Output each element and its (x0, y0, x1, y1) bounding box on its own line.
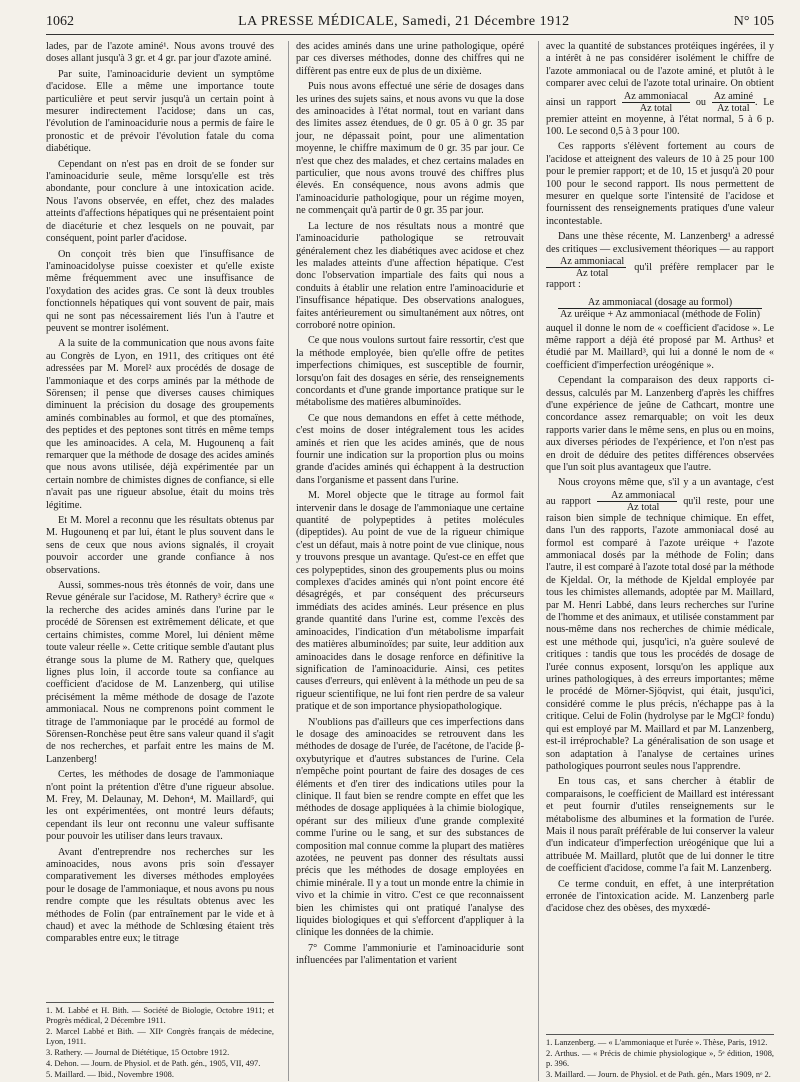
fraction-denominator: Az total (717, 102, 750, 114)
formula-line (546, 297, 774, 320)
fraction-numerator: Az aminé (713, 90, 754, 102)
paragraph: Certes, les méthodes de dosage de l'ammoniaque n'ont point la prétention d'être d'une rigueur absolue. M. Frey, M. Delaunay, M. Dehon⁴, M. Maillard⁵, qui les ont expérimentées, ont montré leurs défauts; cependant ils leur ont reconnu une valeur suffisante pour pouvoir les utiliser dans leurs travaux. (46, 769, 274, 843)
paragraph (546, 41, 774, 138)
text-run: avec la quantité de substances protéiques ingérées, il y a intérêt à ne pas considérer isolément le chiffre de l'azote ammoniacal ou de l'azote aminé, et plutôt à le comparer avec celui de l'azote total urinaire. On obtient ainsi un rapport (546, 41, 774, 108)
text-run: . Le premier atteint en moyenne, à l'état normal, 5 à 6 p. 100. Le second 0,5 à 3 pour 100. (546, 96, 774, 138)
columns (46, 41, 774, 1081)
page-number: 1062 (46, 14, 74, 29)
paragraph (546, 477, 774, 773)
paragraph: En tous cas, et sans chercher à établir de comparaisons, le coefficient de Maillard est intéressant et peut fournir d'utiles renseignements sur le métabolisme des albumines et la formation de l'urée. Mais il nous paraît préférable de lui conserver la valeur d'un indicateur d'imperfection uréogénique que lui a attribuée M. Maillard, plutôt que de lui donner le titre de coefficient d'acidose, comme l'a fait M. Lanzenberg. (546, 776, 774, 875)
footnotes (46, 1002, 274, 1081)
text-run: qu'il préfère remplacer par le rapport : (546, 261, 774, 291)
paragraph: Par suite, l'aminoacidurie devient un symptôme d'acidose. Elle a même une importance toute particulière et peut servir jusqu'à un certain point à mesurer indirectement l'acidose; dans un cas, l'évolution de l'aminoacidurie nous a permis de faire le pronostic et de prévoir l'évolution fatale du coma diabétique. (46, 68, 274, 155)
column-2 (288, 41, 524, 1081)
column-3 (538, 41, 774, 1081)
footnote: 3. Rathery. — Journal de Diététique, 15 Octobre 1912. (46, 1048, 230, 1057)
text-run: Nous croyons même que, s'il y a un avantage, c'est au rapport (546, 477, 774, 507)
issue-number: N° 105 (733, 14, 774, 29)
footnote: 1. M. Labbé et H. Bith. — Société de Biologie, Octobre 1911; et Progrès médical, 2 Décembre 1911. (46, 1006, 274, 1025)
paragraph: lades, par de l'azote aminé¹. Nous avons trouvé des doses allant jusqu'à 3 gr. et 4 gr. par jour d'azote aminé. (46, 41, 274, 65)
fraction-numerator: Az ammoniacal (623, 90, 689, 102)
paragraph: La lecture de nos résultats nous a montré que l'aminoacidurie pathologique se retrouvait généralement chez les diabétiques avec acidose et chez les malades atteints d'une affection hépatique. C'est donc l'observation impartiale des faits qui nous a conduits à établir une relation entre l'aminoacidurie et l'insuffisance hépatique. Des observations analogues, faites antérieurement ou simultanément aux nôtres, ont corroboré notre opinion. (296, 220, 524, 331)
paragraph: M. Morel objecte que le titrage au formol fait intervenir dans le dosage de l'ammoniaque une certaine quantité de polypeptides à petites molécules (dipeptides). Au point de vue de la rigueur chimique c'est un défaut, mais à notre point de vue clinique, nous y trouvons presque un avantage. Qu'est-ce en effet que ces polypeptides, sinon des groupements plus ou moins complexes d'acides aminés qui n'ont point encore été désagrégés, et par conséquent des précurseurs immédiats des acides aminés. Leur présence en plus grande quantité dans l'urine est, comme l'excès des aminoacides, l'indication d'un métabolisme imparfait des matières albuminoïdes; par suite, leur addition aux aminoacides dans le dosage renforce en définitive la signification de l'aminoacidurie. Ainsi, ces petites causes d'erreurs, qui enlèvent à la méthode un peu de sa rigueur scientifique, ne lui font rien perdre de sa valeur pratique et de son importance physiopathologique. (296, 490, 524, 713)
fraction-numerator: Az ammoniacal (597, 490, 677, 502)
text-run: ou (695, 96, 706, 108)
coefficient-formula (558, 297, 762, 320)
paragraph: Ces rapports s'élèvent fortement au cours de l'acidose et atteignent des valeurs de 10 à 25 pour 100 pour le premier rapport; et de 10, 15 et jusqu'à 20 pour 100 pour le second rapport. Ils nous permettent de mesurer en quelque sorte l'intensité de l'acidose et fournissent des renseignements pratiques d'une valeur incontestable. (546, 141, 774, 227)
ratio-ammoniacal (622, 91, 690, 114)
fraction-denominator: Az uréique + Az ammoniacal (méthode de Folin) (559, 308, 761, 320)
footnote: 5. Maillard. — Ibid., Novembre 1908. (46, 1070, 174, 1079)
fraction-denominator: Az total (626, 501, 660, 513)
footnote: 1. Lanzenberg. — « L'ammoniaque et l'urée ». Thèse, Paris, 1912. (546, 1038, 768, 1047)
paragraph: Aussi, sommes-nous très étonnés de voir, dans une Revue générale sur l'acidose, M. Rathery³ écrire que « la recherche des acides aminés dans l'urine par le procédé de Sörensen est extrêmement délicate, et que certains chimistes, comme Morel, lui dénient même toute valeur réelle ». Cette critique semble d'autant plus étrange sous la plume de M. Rathery que, quelques lignes plus loin, il accorde toute sa confiance au coefficient d'acidose de M. Lanzenberg, qui utilise précisément la même méthode de dosage de l'azote ammoniacal. Nous ne comprenons point comment le titrage de l'ammoniaque par le procédé au formol de Sörensen-Ronchèse peut être sans valeur quand il s'agit de nos recherches, et parfait entre les mains de M. Lanzenberg! (46, 580, 274, 765)
ratio-ammoniacal (546, 256, 626, 279)
paragraph: Puis nous avons effectué une série de dosages dans les urines des sujets sains, et nous avons vu que la dose des aminoacides à l'état normal, tout en variant dans des limites assez étendues, de 0 gr. 05 à 0 gr. 35 par jour, ne dépassait point, pour une alimentation moyenne, le chiffre maximum de 0 gr. 35 par jour. Ce n'est que chez des malades, et chez certains malades en particulier, que nous avons trouvé des chiffres plus élevés. En conséquence, nous avons admis que l'aminoacidurie pathologique, pour un régime moyen, ne commençait qu'à partir de 0 gr. 35 par jour. (296, 81, 524, 217)
fraction-denominator: Az total (639, 102, 673, 114)
fraction-numerator: Az ammoniacal (546, 256, 626, 268)
paragraph: Cependant on n'est pas en droit de se fonder sur l'aminoacidurie seule, même lorsqu'elle est très abondante, pour conclure à une intoxication acide. Nous l'avons observée, en effet, chez des malades atteints d'affections hépatiques qui ne présentaient point de diacéturie et chez lesquels on ne pouvait, par conséquent, point parler d'acidose. (46, 158, 274, 245)
footnote: 4. Dehon. — Journ. de Physiol. et de Path. gén., 1905, VII, 497. (46, 1059, 261, 1068)
footnotes (546, 1034, 774, 1081)
column-1 (46, 41, 274, 1081)
paragraph: auquel il donne le nom de « coefficient d'acidose ». Le même rapport a déjà été proposé par M. Arthus² et étudié par M. Maillard³, qui lui a donné le nom de « coefficient d'imperfection uréogénique ». (546, 322, 774, 371)
footnote: 3. Maillard. — Journ. de Physiol. et de Path. gén., Mars 1909, nᵒ 2. (546, 1070, 771, 1079)
paragraph (546, 231, 774, 291)
paragraph: des acides aminés dans une urine pathologique, opéré par ces diverses méthodes, donne des chiffres qui ne diffèrent pas entre eux de plus de un dixième. (296, 41, 524, 77)
paragraph: Avant d'entreprendre nos recherches sur les aminoacides, nous avons pris soin d'essayer comparativement les diverses méthodes employées pour le dosage de l'ammoniaque, et nous avons pu nous rendre compte que les résultats obtenus avec les méthodes de Folin (par entraînement par le vide et à chaud) et avec la méthode de Schlœsing étaient très comparables entre eux; le titrage (46, 846, 274, 945)
ratio-ammoniacal (597, 490, 677, 513)
page-header (46, 14, 774, 35)
text-run: qu'il reste, pour une raison bien simple de technique chimique. En effet, dans l'un des rapports, l'azote ammoniacal dosé au formol est comparé à l'azote uréique + l'azote ammoniacal dosés par la méthode de Folin; dans l'autre, il est comparé à l'azote total dosé par la méthode de Kjeldal. Or, la méthode de Kjeldal employée par tous les chimistes allemands, adoptée par M. Maillard, par M. Henri Labbé, dans leurs recherches sur l'urine de l'homme et des animaux, et utilisée constamment par nous-même dans nos recherches de chimie médicale, est une méthode qui, jusqu'ici, n'a guère soulevé de critiques : tandis que tous les procédés de dosage de l'urée connus exposent, lorsqu'on les applique aux urines pathologiques, à des erreurs importantes; même le procédé de Mörner-Sjöqvist, qui était, jusqu'ici, considéré comme le plus précis, n'échappe pas à la critique. Celui de Folin (hydrolyse par le MgCl² fondu) qui est employé par M. Maillard et par M. Lanzenberg, est-il irréprochable? La généralisation de son usage et son adaptation à l'analyse de certaines urines pathologiques pourront seules nous l'apprendre. (546, 495, 774, 772)
journal-title: LA PRESSE MÉDICALE, Samedi, 21 Décembre 1912 (238, 14, 570, 29)
paragraph: Ce terme conduit, en effet, à une interprétation erronée de l'intoxication acide. M. Lanzenberg parle d'acidose chez des obèses, des myxœdé- (546, 878, 774, 915)
paragraph: Et M. Morel a reconnu que les résultats obtenus par M. Hugounenq et par lui, étant le plus souvent dans le sens de ceux que nous avions signalés, il croyait pouvoir accorder une grande confiance à nos observations. (46, 515, 274, 576)
paragraph: N'oublions pas d'ailleurs que ces imperfections dans le dosage des aminoacides se retrouvent dans les méthodes de dosage de l'urée, de l'acétone, de l'acide β-oxybutyrique et d'autres substances de l'urine. Cela n'empêche point pourtant de faire des dosages de ces éléments et d'en tirer des indications utiles pour la clinique. Il faut bien se rendre compte en effet que les méthodes de dosage appliquées à la chimie biologique, opérant sur des milieux d'une grande complexité comme l'urine ou le sang, et sur des substances de composition mal connue comme la plupart des matières azotées, ne peuvent pas donner des résultats aussi précis que les méthodes de dosage employées en chimie minérale. Il y a tout un monde entre la chimie in vivo et la chimie in vitro. C'est ce que reconnaissent bien les chimistes qui ont pratiqué l'analyse des liquides biologiques et qui s'efforcent d'appliquer à la clinique les données de la chimie. (296, 716, 524, 939)
ratio-amine (712, 91, 755, 114)
text-run: Dans une thèse récente, M. Lanzenberg¹ a adressé des critiques — exclusivement théoriques — au rapport (546, 231, 774, 255)
paragraph: On conçoit très bien que l'insuffisance de l'aminoacidolyse puisse coexister et qu'elle existe même fréquemment avec une insuffisance de l'oxydation des acides gras. Ce sont là deux troubles fonctionnels hépatiques qui vont souvent de pair, mais qui ne sont pas nécessairement liés l'un à l'autre et peuvent se montrer isolément. (46, 248, 274, 334)
paragraph: Ce que nous demandons en effet à cette méthode, c'est moins de doser intégralement tous les acides aminés et rien que les acides aminés, que de nous fournir une indication sur la proportion plus ou moins grande d'acides aminés qui échappent à la destruction dans l'organisme et passent dans l'urine. (296, 412, 524, 486)
fraction-denominator: Az total (575, 268, 609, 280)
paragraph: Cependant la comparaison des deux rapports ci-dessus, calculés par M. Lanzenberg d'après les chiffres d'une expérience de jeûne de Cathcart, montre une concordance assez remarquable; on voit les deux rapports varier dans le même sens, en plus ou en moins, aux diverses périodes de l'expérience, et l'on n'est pas en droit de déduire des petites différences observées que l'un soit plus avantageux que l'autre. (546, 375, 774, 473)
paragraph: Ce que nous voulons surtout faire ressortir, c'est que la méthode employée, bien qu'elle offre de petites imperfections chimiques, est susceptible de fournir, lorsqu'on fait des dosages en série, des renseignements concordants et d'une grande importance pratique sur le métabolisme des matières albuminoïdes. (296, 335, 524, 409)
paragraph: 7° Comme l'ammoniurie et l'aminoacidurie sont influencées par l'alimentation et varient (296, 942, 524, 967)
footnote: 2. Arthus. — « Précis de chimie physiologique », 5ᵉ édition, 1908, p. 396. (546, 1049, 774, 1068)
paragraph: A la suite de la communication que nous avons faite au Congrès de Lyon, en 1911, des critiques ont été adressées par M. Morel² aux procédés de dosage de l'ammoniaque et des corps aminés par la méthode de Sörensen; il pense que diverses causes chimiques diminuent la précision du dosage des groupements aminés combinables au formol, et que des ptomaïnes, des peptides et des peptones sont titrés en même temps que les aminoacides. A cela, M. Hugounenq a fait remarquer que la méthode de dosage des acides aminés que nous avons utilisée, déjà expérimentée par un certain nombre de chimistes dignes de confiance, si elle n'avait pas une rigueur absolue, était du moins très légitime. (46, 338, 274, 511)
footnote: 2. Marcel Labbé et Bith. — XIIᵉ Congrès français de médecine, Lyon, 1911. (46, 1027, 274, 1046)
fraction-numerator: Az ammoniacal (dosage au formol) (558, 297, 762, 309)
